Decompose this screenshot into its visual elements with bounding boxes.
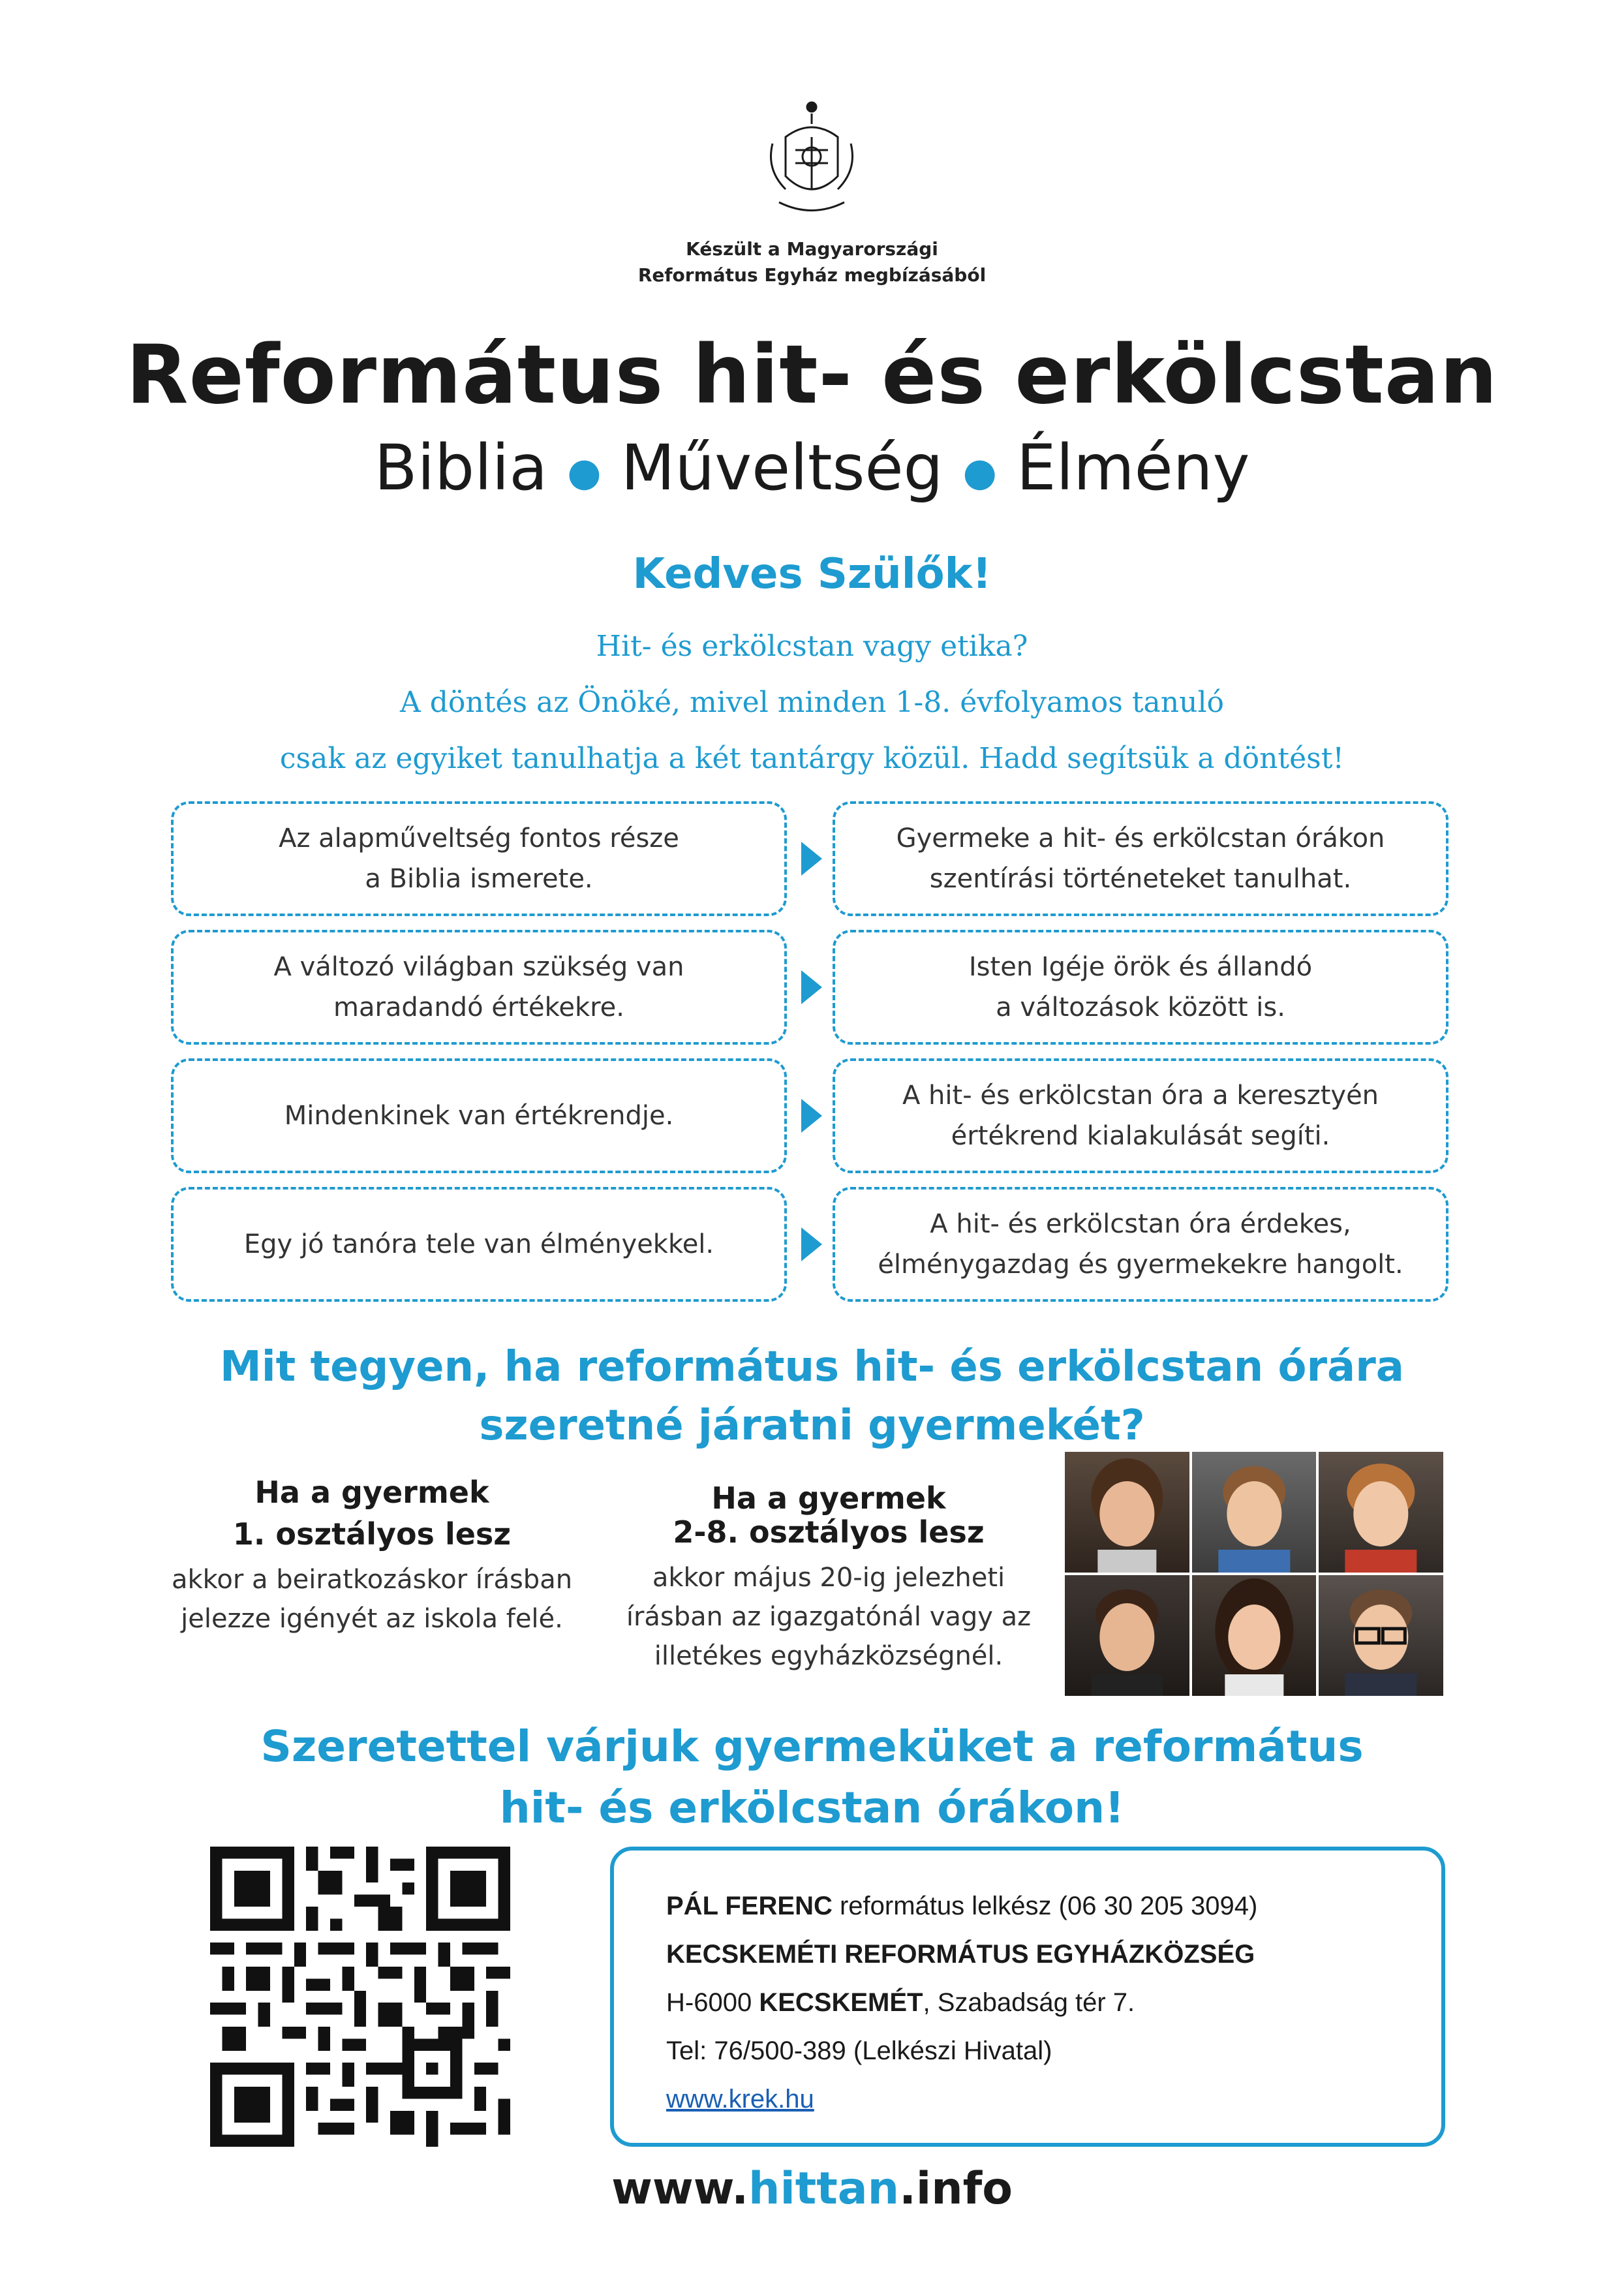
column-text: akkor a beiratkozáskor írásban <box>171 1565 573 1595</box>
child-photo <box>1192 1575 1317 1696</box>
pastor-role: református lelkész (06 30 205 3094) <box>839 1892 1258 1920</box>
page-title: Református hit- és erkölcstan <box>126 328 1498 422</box>
column-heading: 1. osztályos lesz <box>232 1516 512 1552</box>
column-heading: Ha a gyermek <box>711 1481 946 1516</box>
grade-1-info <box>150 1471 594 1638</box>
column-text: illetékes egyházközségnél. <box>654 1641 1004 1671</box>
reason-box-left-1 <box>171 801 787 916</box>
commission-text <box>0 236 1624 288</box>
child-photo <box>1319 1452 1443 1573</box>
subtitle-elmeny: Élmény <box>1016 431 1250 504</box>
arrow-right-icon <box>801 842 822 876</box>
intro-line: csak az egyiket tanulhatja a két tantárgy közül. Hadd segítsük a döntést! <box>279 742 1345 775</box>
reason-text: A hit- és erkölcstan óra a keresztyén <box>902 1081 1379 1111</box>
footer-url-domain: hittan <box>748 2163 900 2215</box>
reason-box-left-2 <box>171 930 787 1045</box>
bullet-icon: ● <box>567 449 602 495</box>
reason-text: Mindenkinek van értékrendje. <box>284 1101 674 1131</box>
reason-text: élménygazdag és gyermekekre hangolt. <box>878 1250 1403 1280</box>
column-text: akkor május 20-ig jelezheti <box>652 1563 1005 1593</box>
closing-line: hit- és erkölcstan órákon! <box>499 1783 1125 1833</box>
reason-box-right-4 <box>833 1187 1448 1302</box>
arrow-right-icon <box>801 1227 822 1261</box>
address-street: , Szabadság tér 7. <box>923 1988 1135 2017</box>
footer-url-tld: .info <box>899 2163 1013 2215</box>
arrow-right-icon <box>801 1099 822 1133</box>
reason-text: értékrend kialakulását segíti. <box>951 1121 1330 1151</box>
reason-text: a Biblia ismerete. <box>365 864 593 894</box>
reason-box-left-3 <box>171 1058 787 1173</box>
reason-text: szentírási történeteket tanulhat. <box>929 864 1352 894</box>
closing-heading <box>0 1716 1624 1839</box>
question-line: Mit tegyen, ha református hit- és erkölcstan órára <box>220 1343 1404 1391</box>
contact-pastor <box>666 1882 1389 1930</box>
contact-box <box>610 1847 1445 2147</box>
subtitle-biblia: Biblia <box>374 431 548 504</box>
arrow-right-icon <box>801 970 822 1004</box>
reason-box-right-3 <box>833 1058 1448 1173</box>
grade-2-8-info <box>607 1481 1050 1676</box>
reason-text: maradandó értékekre. <box>333 992 624 1022</box>
bullet-icon: ● <box>962 449 997 495</box>
children-photos <box>1065 1452 1443 1696</box>
reason-text: Isten Igéje örök és állandó <box>968 952 1313 982</box>
greeting-heading: Kedves Szülők! <box>632 550 992 598</box>
church-crest-icon <box>759 98 864 222</box>
footer-url[interactable] <box>0 2160 1624 2219</box>
subtitle <box>0 432 1624 508</box>
footer-url-prefix: www. <box>611 2163 749 2215</box>
contact-address <box>666 1978 1389 2027</box>
question-line: szeretné járatni gyermekét? <box>479 1402 1145 1450</box>
intro-text <box>0 619 1624 787</box>
reason-box-right-1 <box>833 801 1448 916</box>
child-photo <box>1065 1575 1189 1696</box>
reason-text: a változások között is. <box>996 992 1285 1022</box>
intro-line: Hit- és erkölcstan vagy etika? <box>596 630 1028 663</box>
column-text: jelezze igényét az iskola felé. <box>181 1604 563 1634</box>
pastor-name: PÁL FERENC <box>666 1892 833 1920</box>
closing-line: Szeretettel várjuk gyermeküket a református <box>260 1721 1364 1772</box>
child-photo <box>1319 1575 1443 1696</box>
reason-text: Az alapműveltség fontos része <box>279 823 679 853</box>
contact-org <box>666 1930 1389 1978</box>
reason-box-left-4 <box>171 1187 787 1302</box>
column-heading: Ha a gyermek <box>254 1475 489 1510</box>
contact-website-link[interactable]: www.krek.hu <box>666 2085 814 2113</box>
column-text: írásban az igazgatónál vagy az <box>626 1602 1032 1632</box>
reason-box-right-2 <box>833 930 1448 1045</box>
reason-text: Egy jó tanóra tele van élményekkel. <box>243 1229 714 1259</box>
qr-code[interactable] <box>210 1847 510 2147</box>
subtitle-muveltseg: Műveltség <box>620 431 943 504</box>
address-zip: H-6000 <box>666 1988 752 2017</box>
reason-text: A hit- és erkölcstan óra érdekes, <box>930 1209 1351 1239</box>
reason-text: Gyermeke a hit- és erkölcstan órákon <box>896 823 1385 853</box>
commission-line-1: Készült a Magyarországi <box>686 238 938 260</box>
column-heading: 2-8. osztályos lesz <box>673 1514 985 1550</box>
intro-line: A döntés az Önöké, mivel minden 1-8. évfolyamos tanuló <box>399 686 1225 719</box>
commission-line-2: Református Egyház megbízásából <box>637 264 987 286</box>
reason-text: A változó világban szükség van <box>273 952 684 982</box>
org-name: KECSKEMÉTI REFORMÁTUS EGYHÁZKÖZSÉG <box>666 1940 1255 1969</box>
child-photo <box>1192 1452 1317 1573</box>
child-photo <box>1065 1452 1189 1573</box>
question-heading <box>0 1338 1624 1455</box>
contact-phone: Tel: 76/500-389 (Lelkészi Hivatal) <box>666 2036 1052 2065</box>
address-city: KECSKEMÉT <box>759 1988 923 2017</box>
